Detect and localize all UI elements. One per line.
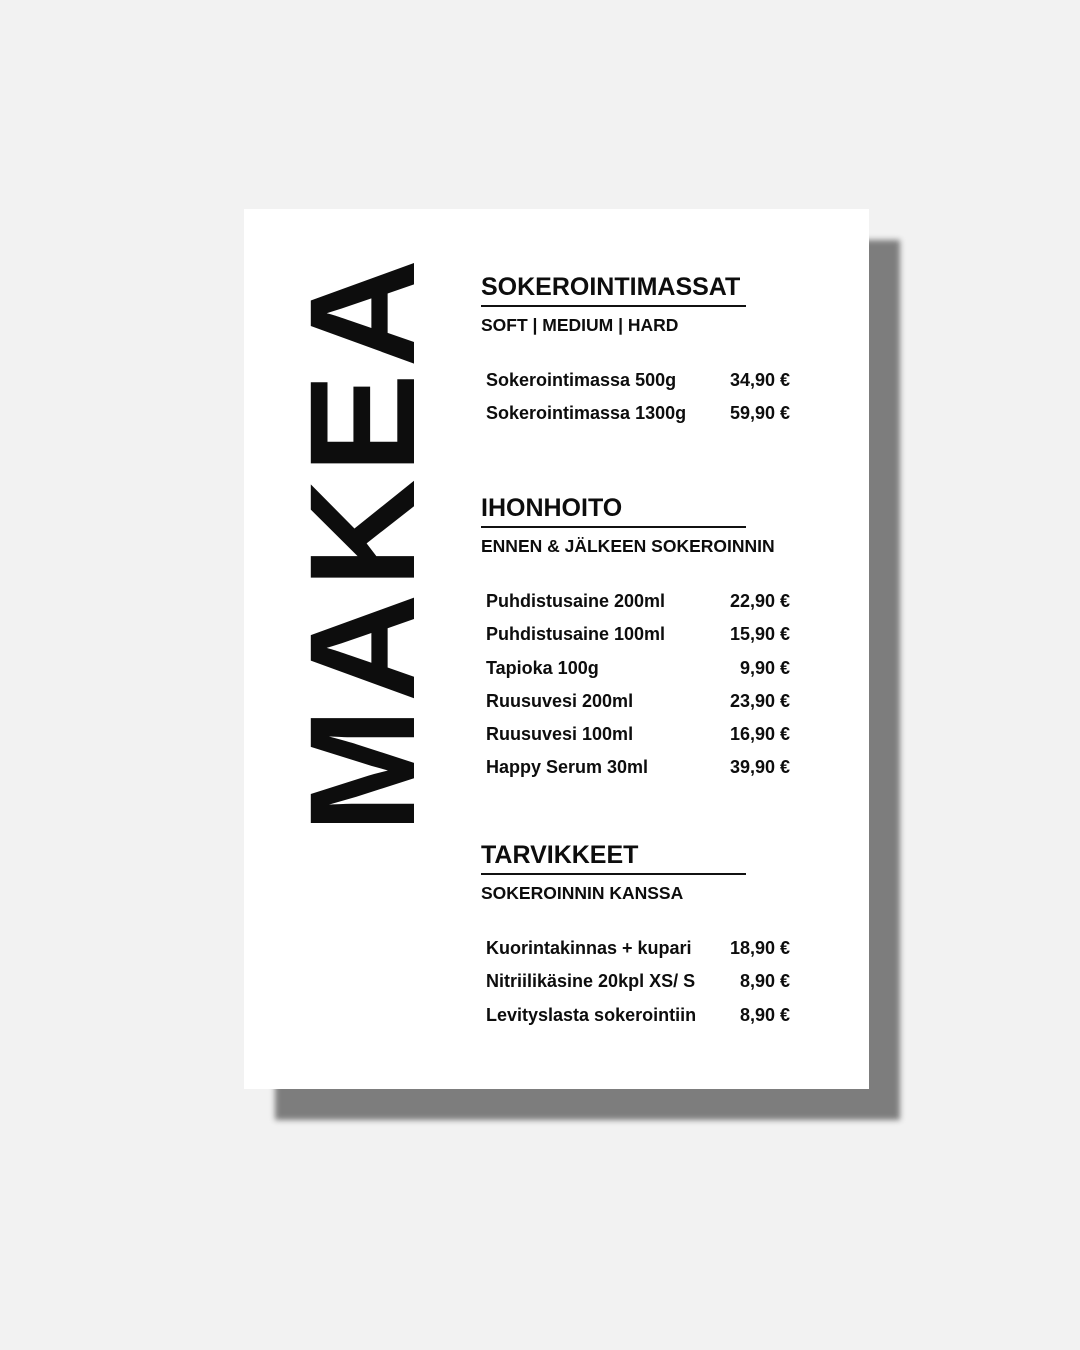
item-price: 34,90 € [729,370,790,390]
item-price: 39,90 € [729,757,790,778]
item-name: Nitriilikäsine 20kpl XS/ S [486,971,696,992]
item-name: Sokerointimassa 1300g [486,403,687,424]
section-ihonhoito [481,492,790,785]
item-price: 18,90 € [729,938,790,958]
price-list-card [244,209,869,1089]
item-price: 23,90 € [729,690,790,711]
item-price: 8,90 € [739,971,790,992]
item-price: 16,90 € [729,724,790,745]
list-item [486,618,790,651]
list-item [486,585,790,618]
item-price: 59,90 € [729,403,790,424]
item-name: Happy Serum 30ml [486,757,649,778]
item-list [481,932,790,1032]
list-item [486,364,790,397]
section-tarvikkeet [481,839,790,1032]
item-price: 15,90 € [729,624,790,645]
item-name: Sokerointimassa 500g [486,370,677,390]
item-name: Ruusuvesi 100ml [486,724,634,745]
list-item [486,685,790,718]
item-name: Ruusuvesi 200ml [486,690,634,711]
item-name: Puhdistusaine 100ml [486,624,666,645]
list-item [486,751,790,784]
list-item [486,999,790,1032]
list-item [486,718,790,751]
section-title: SOKEROINTIMASSAT [481,273,741,301]
item-name: Tapioka 100g [486,657,599,678]
list-item [486,932,790,965]
section-divider [481,873,746,875]
list-item [486,965,790,998]
brand-title: MAKEA [278,253,446,833]
brand-area [278,253,446,833]
item-list [481,364,790,431]
item-list [481,585,790,785]
item-price: 9,90 € [739,657,790,678]
list-item [486,652,790,685]
section-title: TARVIKKEET [481,841,639,869]
section-subtitle: SOFT | MEDIUM | HARD [481,315,679,335]
section-sokerointimassat [481,271,790,431]
section-divider [481,526,746,528]
section-title: IHONHOITO [481,494,623,522]
item-name: Puhdistusaine 200ml [486,591,666,611]
section-subtitle: ENNEN & JÄLKEEN SOKEROINNIN [481,536,775,556]
item-name: Levityslasta sokerointiin [486,1004,697,1025]
list-item [486,397,790,430]
item-name: Kuorintakinnas + kupari [486,938,692,958]
section-subtitle: SOKEROINNIN KANSSA [481,883,684,903]
section-divider [481,305,746,307]
item-price: 8,90 € [739,1004,790,1025]
item-price: 22,90 € [729,591,790,611]
